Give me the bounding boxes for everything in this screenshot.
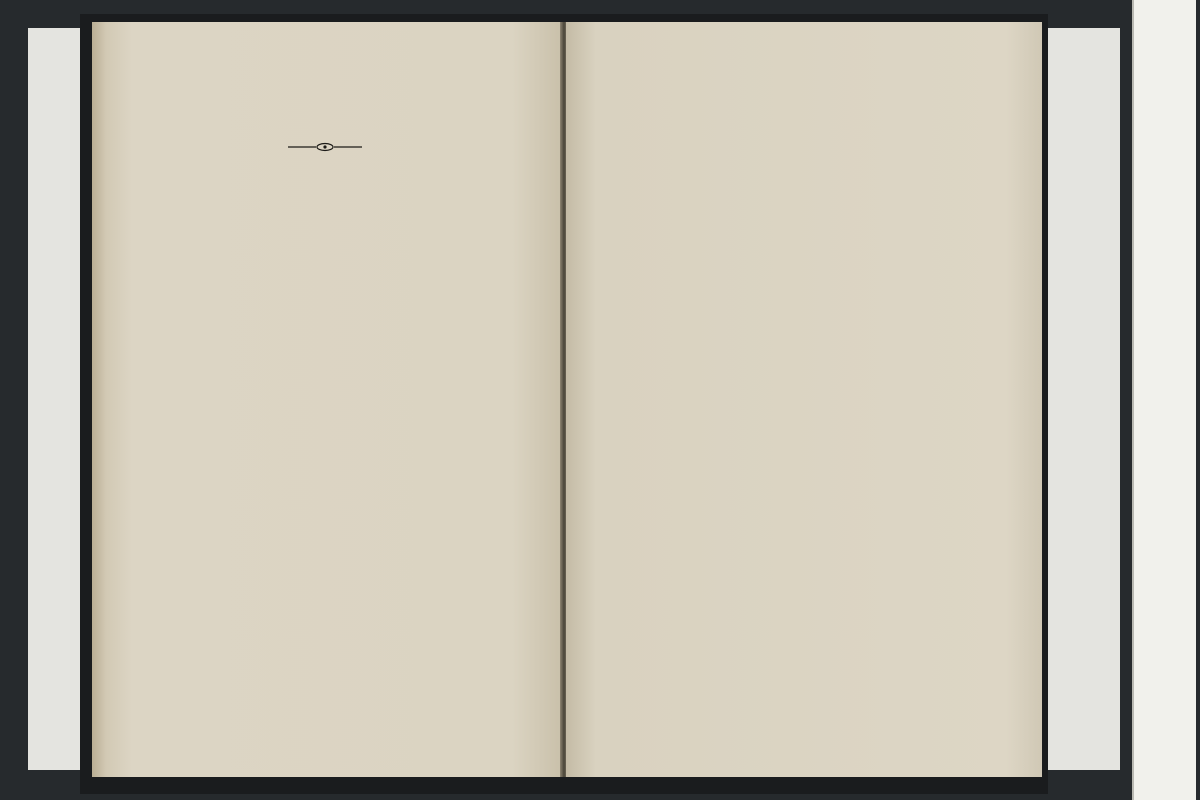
ornament-divider-icon xyxy=(288,142,362,152)
pgio-line xyxy=(144,511,163,570)
measuring-ruler xyxy=(1132,0,1196,800)
right-page xyxy=(566,22,1042,777)
left-page xyxy=(92,22,562,777)
